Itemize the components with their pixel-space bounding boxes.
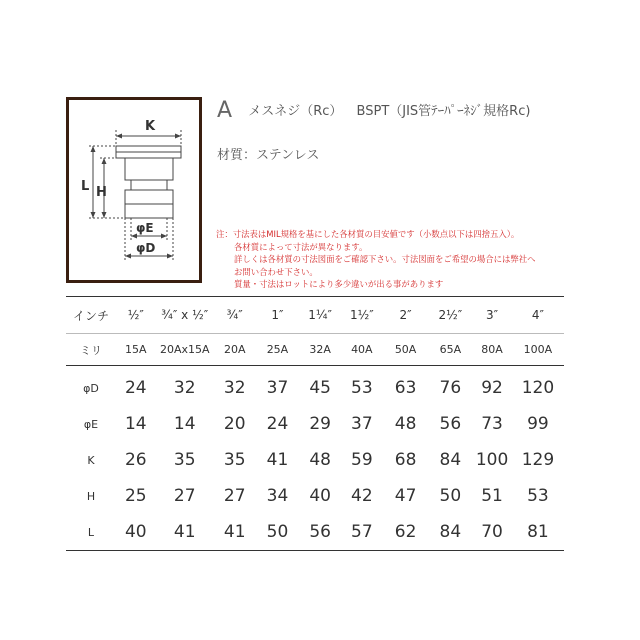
table-cell: 63 bbox=[394, 378, 417, 398]
label-h: H bbox=[96, 185, 107, 200]
table-cell: 3″ bbox=[485, 308, 499, 322]
table-cell: ¾″ bbox=[226, 308, 243, 322]
label-e: φE bbox=[136, 221, 154, 235]
table-cell: 42 bbox=[351, 486, 373, 506]
coupling-drawing bbox=[69, 100, 199, 280]
table-cell: 50A bbox=[383, 334, 429, 366]
table-cell: 32 bbox=[223, 378, 246, 398]
table-row bbox=[66, 514, 564, 551]
dimension-diagram bbox=[66, 97, 202, 283]
table-row bbox=[66, 406, 564, 442]
table-cell: 48 bbox=[309, 450, 331, 470]
product-title bbox=[217, 98, 530, 123]
thread-label: メスネジ（Rc） bbox=[248, 104, 343, 119]
table-cell: 1½″ bbox=[349, 308, 374, 322]
table-cell: 34 bbox=[266, 486, 289, 506]
table-cell: 100A bbox=[512, 334, 564, 366]
table-cell: ¾″ x ½″ bbox=[161, 308, 209, 322]
table-cell: 81 bbox=[527, 522, 549, 542]
row-header: φD bbox=[83, 381, 99, 395]
table-cell: 14 bbox=[124, 414, 147, 434]
table-cell: 15A bbox=[116, 334, 156, 366]
table-cell: 99 bbox=[527, 414, 549, 434]
table-cell: 41 bbox=[223, 522, 246, 542]
row-header: ミリ bbox=[66, 334, 116, 366]
table-cell: 48 bbox=[394, 414, 417, 434]
table-cell: 40 bbox=[309, 486, 331, 506]
note-line: 詳しくは各材質の寸法図面をご確認下さい。寸法図面をご希望の場合には弊社へ bbox=[234, 254, 536, 264]
table-cell: 100 bbox=[475, 450, 509, 470]
table-cell: 37 bbox=[351, 414, 373, 434]
table-row bbox=[66, 297, 564, 334]
table-cell: 27 bbox=[173, 486, 196, 506]
table-cell: 84 bbox=[439, 450, 462, 470]
table-cell: 20Ax15A bbox=[156, 334, 214, 366]
thread-spec: BSPT（JIS管ﾃｰﾊﾟｰﾈｼﾞ規格Rc) bbox=[356, 104, 531, 119]
table-row bbox=[66, 366, 564, 407]
table-cell: 24 bbox=[266, 414, 289, 434]
table-cell: 26 bbox=[124, 450, 147, 470]
table-cell: 40A bbox=[341, 334, 383, 366]
table-cell: 4″ bbox=[531, 308, 544, 322]
table-cell: 51 bbox=[481, 486, 503, 506]
table-cell: 73 bbox=[481, 414, 503, 434]
type-letter: A bbox=[217, 98, 233, 123]
table-cell: 32A bbox=[299, 334, 341, 366]
table-cell: 68 bbox=[394, 450, 417, 470]
table-cell: 14 bbox=[173, 414, 196, 434]
table-cell: 120 bbox=[521, 378, 555, 398]
table-cell: 35 bbox=[223, 450, 246, 470]
note-line: 注：寸法表はMIL規格を基にした各材質の目安値です（小数点以下は四捨五入）。 bbox=[216, 229, 520, 239]
table-cell: 57 bbox=[351, 522, 373, 542]
table-cell: 76 bbox=[439, 378, 462, 398]
table-cell: 20A bbox=[214, 334, 256, 366]
note-line: 質量・寸法はロットにより多少違いが出る事があります bbox=[234, 279, 444, 289]
table-cell: 27 bbox=[223, 486, 246, 506]
row-header: L bbox=[87, 525, 95, 539]
table-cell: 129 bbox=[521, 450, 555, 470]
table-cell: 53 bbox=[351, 378, 373, 398]
table-cell: 50 bbox=[266, 522, 289, 542]
table-cell: 32 bbox=[173, 378, 196, 398]
table-cell: 84 bbox=[439, 522, 462, 542]
row-header: H bbox=[86, 489, 96, 503]
label-l: L bbox=[81, 179, 90, 194]
table-cell: 2½″ bbox=[438, 308, 463, 322]
table-cell: 40 bbox=[124, 522, 147, 542]
row-header: K bbox=[87, 453, 95, 467]
table-cell: 56 bbox=[439, 414, 462, 434]
table-cell: 47 bbox=[394, 486, 417, 506]
table-cell: 56 bbox=[309, 522, 331, 542]
table-cell: 50 bbox=[439, 486, 462, 506]
note-line: お問い合わせ下さい。 bbox=[234, 266, 318, 277]
table-cell: 20 bbox=[223, 414, 246, 434]
notes-block bbox=[216, 228, 536, 291]
row-header: インチ bbox=[72, 308, 109, 323]
table-cell: 92 bbox=[481, 378, 503, 398]
table-cell: 59 bbox=[351, 450, 373, 470]
table-cell: 37 bbox=[266, 378, 289, 398]
label-d: φD bbox=[136, 241, 156, 255]
table-cell: 24 bbox=[124, 378, 147, 398]
table-row bbox=[66, 334, 564, 366]
table-cell: 62 bbox=[394, 522, 417, 542]
table-cell: 25A bbox=[256, 334, 300, 366]
table-cell: 45 bbox=[309, 378, 331, 398]
table-cell: 35 bbox=[173, 450, 196, 470]
table-row bbox=[66, 478, 564, 514]
row-header: φE bbox=[83, 417, 99, 431]
table-cell: ½″ bbox=[127, 308, 144, 322]
note-line: 各材質によって寸法が異なります。 bbox=[234, 241, 368, 252]
table-cell: 1¼″ bbox=[308, 308, 333, 322]
table-cell: 25 bbox=[124, 486, 147, 506]
label-k: K bbox=[145, 119, 156, 134]
table-cell: 70 bbox=[481, 522, 503, 542]
table-cell: 41 bbox=[266, 450, 289, 470]
table-cell: 53 bbox=[527, 486, 549, 506]
material-text: 材質：ステンレス bbox=[217, 148, 320, 163]
dimension-table bbox=[66, 296, 564, 551]
table-cell: 2″ bbox=[399, 308, 412, 322]
table-cell: 41 bbox=[173, 522, 196, 542]
table-cell: 29 bbox=[309, 414, 331, 434]
table-row bbox=[66, 442, 564, 478]
table-cell: 80A bbox=[472, 334, 512, 366]
table-cell: 1″ bbox=[271, 308, 284, 322]
table-cell: 65A bbox=[429, 334, 473, 366]
